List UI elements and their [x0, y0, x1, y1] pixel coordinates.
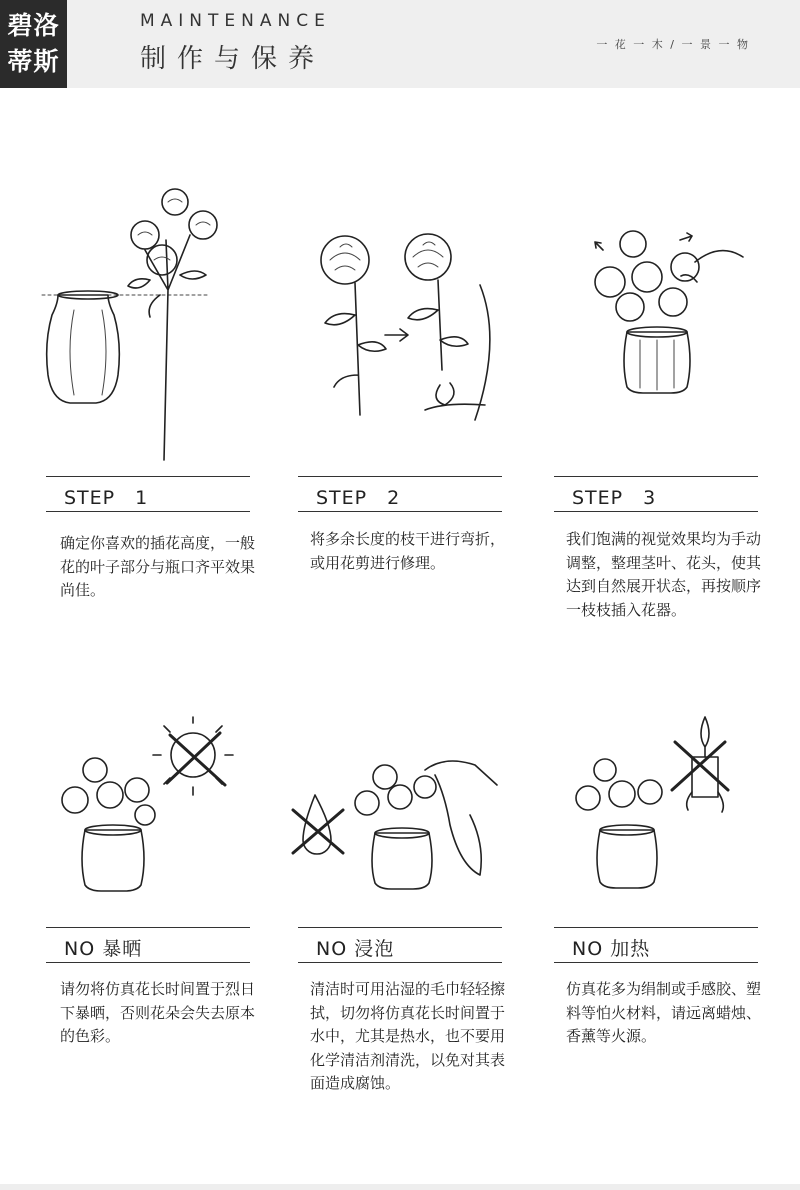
step-2-description: 将多余长度的枝干进行弯折，或用花剪进行修理。 — [310, 530, 506, 572]
no-sun-label: NO 暴晒 — [64, 938, 143, 960]
no-sun-label-bar — [46, 927, 250, 963]
title-english: MAINTENANCE — [140, 11, 331, 31]
step-3-description: 我们饱满的视觉效果均为手动调整，整理茎叶、花头，使其达到自然展开状态，再按顺序一枝枝插入花器。 — [566, 530, 762, 619]
footer-strip — [0, 1184, 800, 1190]
no-soak-label: NO 浸泡 — [316, 938, 395, 960]
step-2-label: STEP 2 — [316, 487, 401, 509]
step-3-label-bar — [554, 476, 758, 512]
no-sun-description: 请勿将仿真花长时间置于烈日下暴晒，否则花朵会失去原本的色彩。 — [60, 980, 256, 1045]
no-sunlight-illustration — [55, 715, 240, 895]
arranged-bouquet-illustration — [585, 222, 750, 397]
title-chinese: 制作与保养 — [140, 44, 326, 74]
vase-and-tall-stem-illustration — [40, 180, 260, 465]
no-soaking-illustration — [285, 755, 500, 895]
no-heat-description: 仿真花多为绢制或手感胶、塑料等怕火材料，请远离蜡烛、香薰等火源。 — [566, 980, 762, 1045]
no-heat-illustration — [570, 712, 740, 894]
stem-bending-illustration — [300, 225, 505, 440]
tagline: 一 花 一 木 / 一 景 一 物 — [596, 38, 750, 51]
no-soak-description: 清洁时可用沾湿的毛巾轻轻擦拭，切勿将仿真花长时间置于水中，尤其是热水，也不要用化学清洁剂清洗，以免对其表面造成腐蚀。 — [310, 980, 506, 1092]
logo-line-1: 碧洛 — [7, 11, 60, 40]
step-1-label: STEP 1 — [64, 487, 149, 509]
step-1-description: 确定你喜欢的插花高度，一般花的叶子部分与瓶口齐平效果尚佳。 — [60, 534, 256, 599]
step-1-label-bar — [46, 476, 250, 512]
no-heat-label: NO 加热 — [572, 938, 651, 960]
logo-line-2: 蒂斯 — [7, 47, 60, 76]
no-soak-label-bar — [298, 927, 502, 963]
brand-logo — [0, 0, 67, 88]
step-3-label: STEP 3 — [572, 487, 657, 509]
step-2-label-bar — [298, 476, 502, 512]
header-bar — [0, 0, 800, 88]
no-heat-label-bar — [554, 927, 758, 963]
